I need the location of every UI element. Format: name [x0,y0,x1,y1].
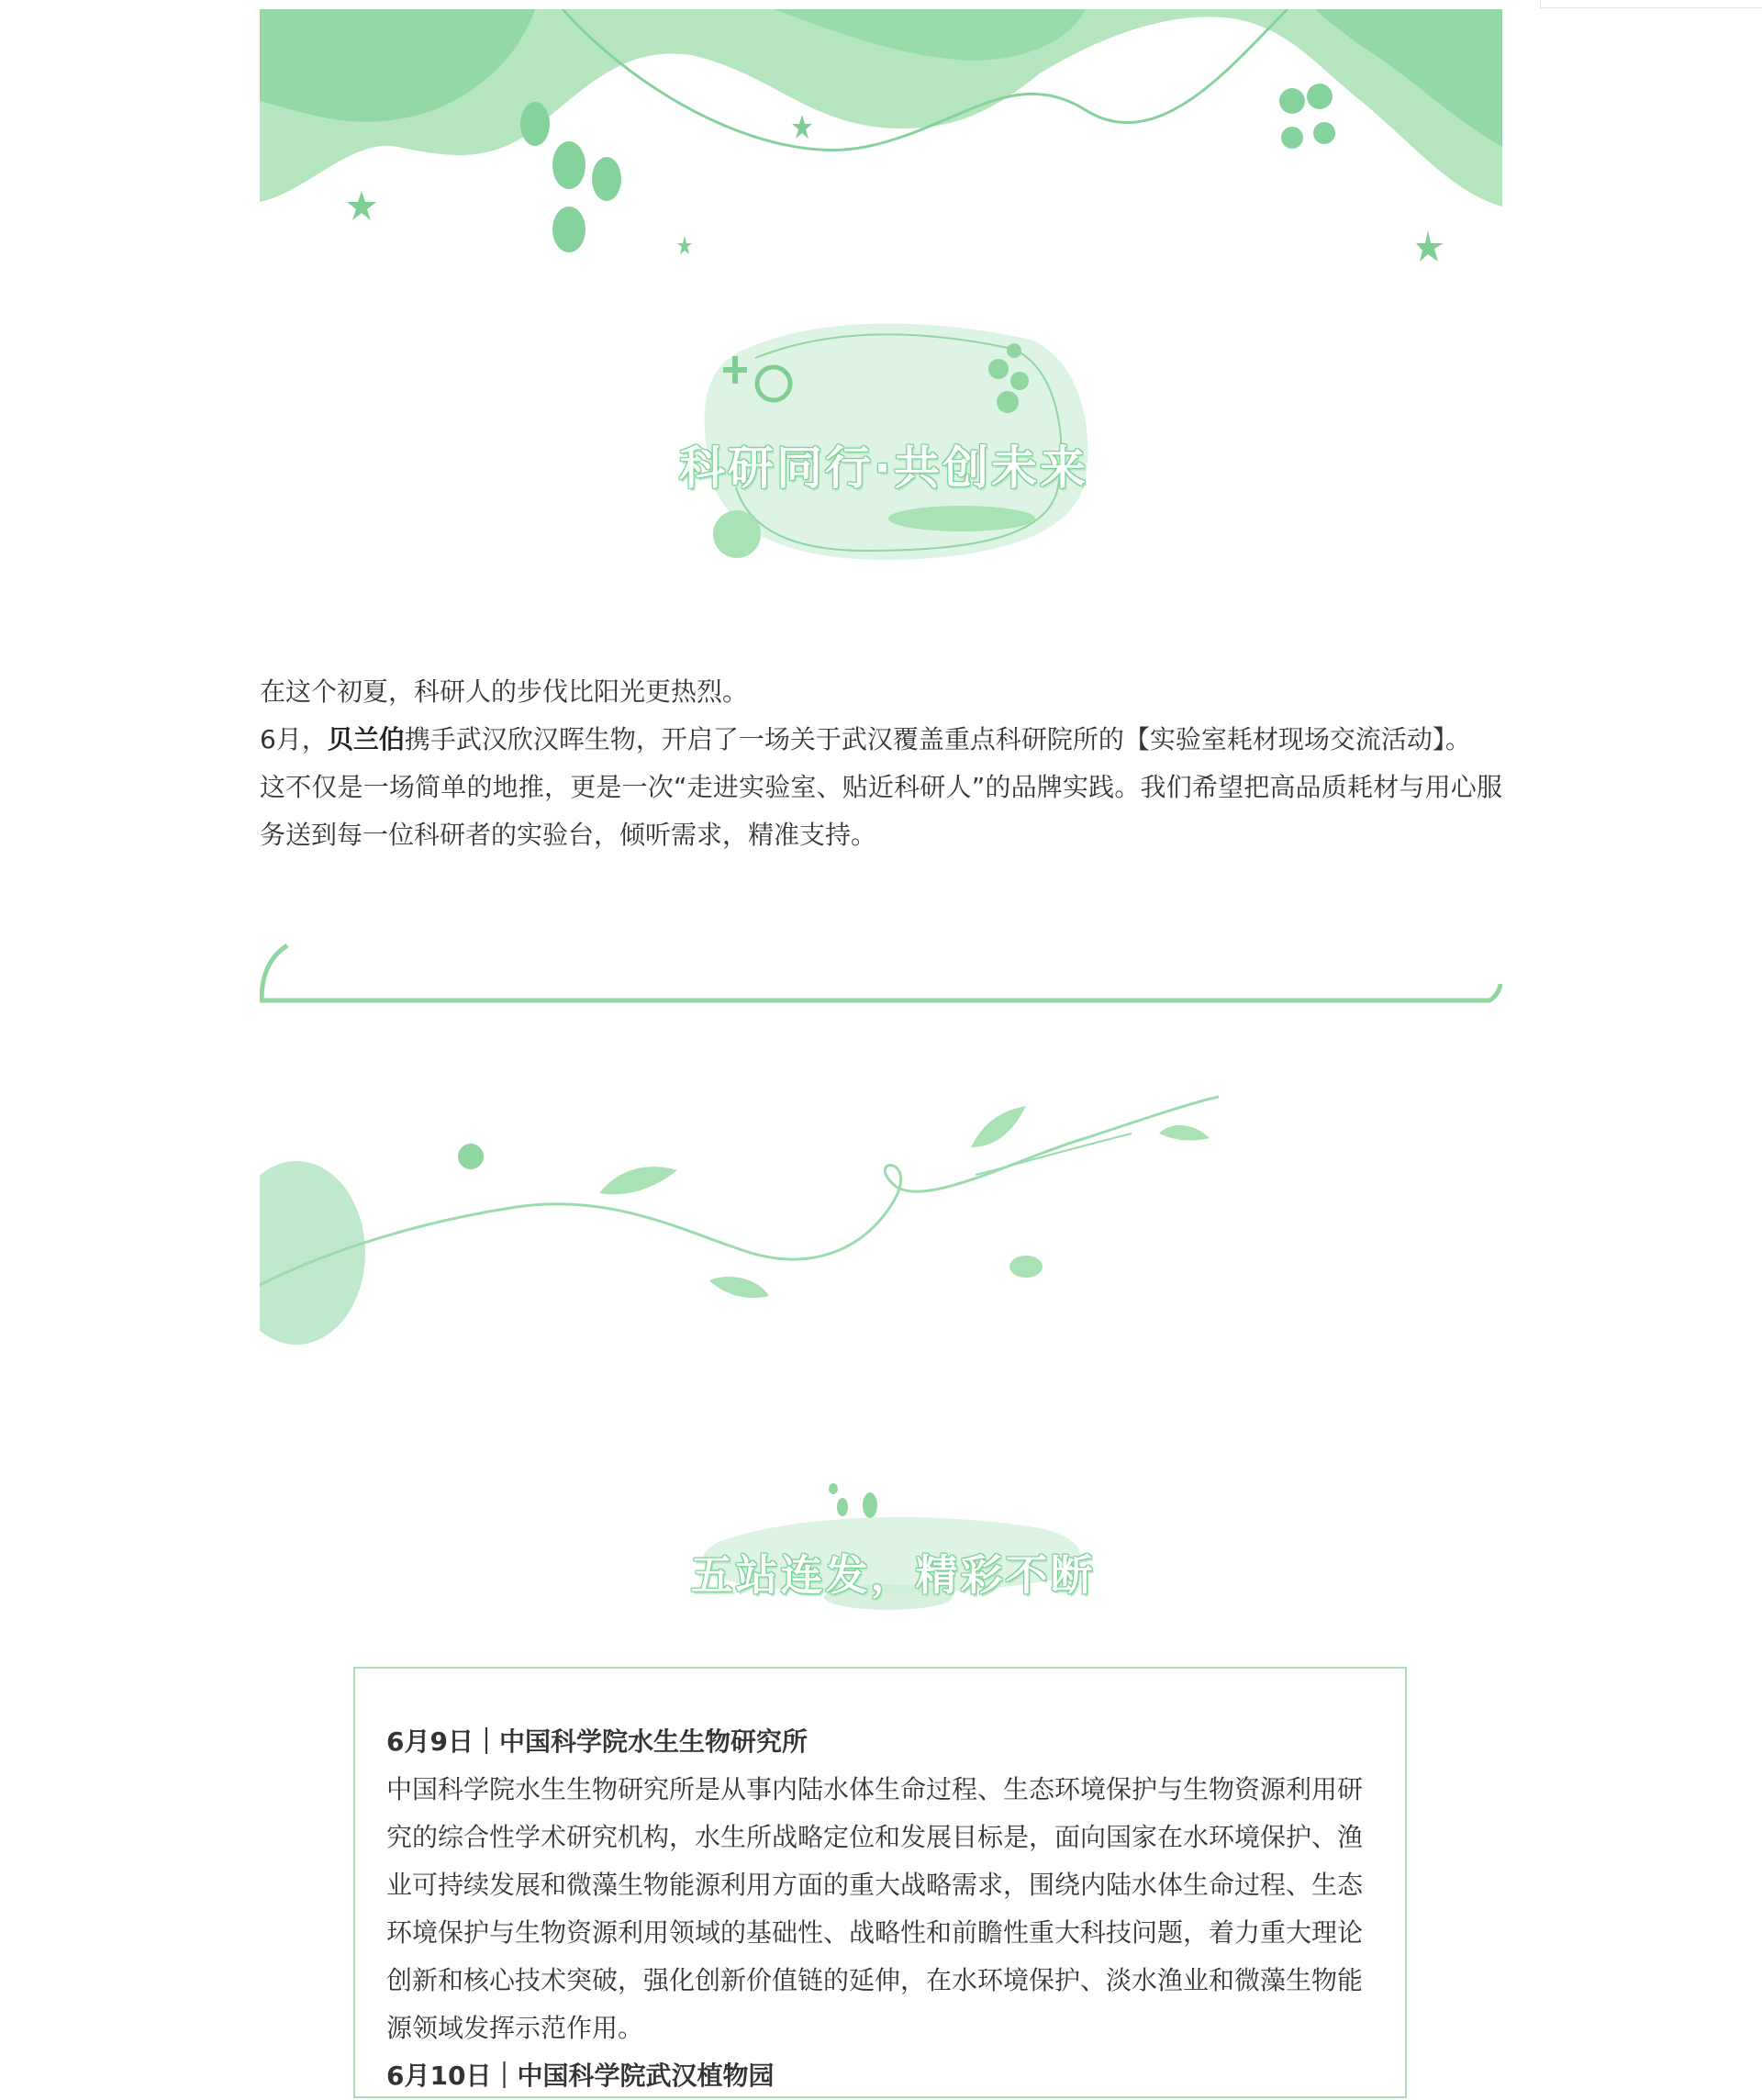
events-frame [353,1667,1407,2098]
top-watercolor-banner [260,9,1502,285]
brand-name: 贝兰伯 [327,724,405,754]
vine-decoration [260,1083,1251,1377]
intro-line-1: 在这个初夏，科研人的步伐比阳光更热烈。 [260,676,749,707]
article [260,0,1502,2091]
intro-text [260,668,1502,859]
event-title: 6月10日｜中国科学院武汉植物园 [386,2061,775,2091]
section-title-2: 五站连发，精彩不断 [690,1550,1096,1600]
section-title-badge-1 [645,312,1122,578]
intro-line-3: 这不仅是一场简单的地推，更是一次“走进实验室、贴近科研人”的品牌实践。我们希望把高品质耗材与用心服务送到每一位科研者的实验台，倾听需求，精准支持。 [260,772,1502,850]
rounded-divider [260,944,1502,1008]
event-title: 6月9日｜中国科学院水生生物研究所 [386,1726,808,1757]
intro-line-2-prefix: 6月， [260,724,328,754]
intro-line-2-suffix: 携手武汉欣汉晖生物，开启了一场关于武汉覆盖重点科研院所的【实验室耗材现场交流活动】。 [404,724,1471,754]
floating-panel-edge [1540,0,1762,8]
section-title-1: 科研同行·共创未来 [679,441,1088,495]
section-title-badge-2 [664,1478,1122,1625]
event-list [386,1718,1363,2100]
event-body: 中国科学院水生生物研究所是从事内陆水体生命过程、生态环境保护与生物资源利用研究的综合性学术研究机构，水生所战略定位和发展目标是，面向国家在水环境保护、渔业可持续发展和微藻生物能源利用方面的重大战略需求，围绕内陆水体生命过程、生态环境保护与生物资源利用领域的基础性、战略性和前瞻性重大科技问题，着力重大理论创新和核心技术突破，强化创新价值链的延伸，在水环境保护、淡水渔业和微藻生物能源领域发挥示范作用。 [386,1774,1364,2043]
intro-line-2 [260,716,1502,764]
